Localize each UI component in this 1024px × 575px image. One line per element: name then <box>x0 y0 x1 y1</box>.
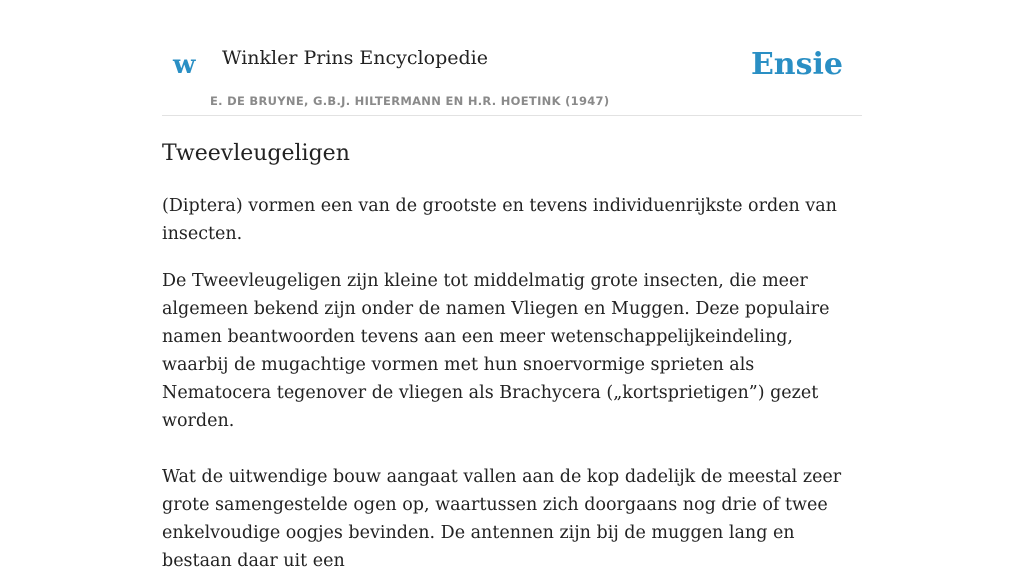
article-content <box>162 138 862 575</box>
article-paragraph-intro: (Diptera) vormen een van de grootste en tevens individuenrijkste orden van insecten. <box>162 196 837 244</box>
ensie-brand-link[interactable]: Ensie <box>750 47 843 82</box>
article-paragraph: Wat de uitwendige bouw aangaat vallen aan de kop dadelijk de meestal zeer grote samengestelde ogen op, waartussen zich doorgaans nog drie of twee enkelvoudige oogjes bevinden. De antennen zijn bij de muggen lang en bestaan daar uit een <box>162 467 842 571</box>
publication-title: Winkler Prins Encyclopedie <box>222 47 488 69</box>
publication-authors: E. DE BRUYNE, G.B.J. HILTERMANN EN H.R. HOETINK (1947) <box>210 94 610 108</box>
winkler-prins-logo-icon: w <box>173 50 196 80</box>
article-paragraph: De Tweevleugeligen zijn kleine tot middelmatig grote insecten, die meer algemeen bekend zijn onder de namen Vliegen en Muggen. Deze populaire namen beantwoorden tevens aan een meer wetenschappelijkeindeling, waarbij de mugachtige vormen met hun snoervormige sprieten als Nematocera tegenover de vliegen als Brachycera („kortsprietigen”) gezet worden. <box>162 271 830 431</box>
article-title: Tweevleugeligen <box>162 141 350 166</box>
source-header <box>162 0 862 116</box>
